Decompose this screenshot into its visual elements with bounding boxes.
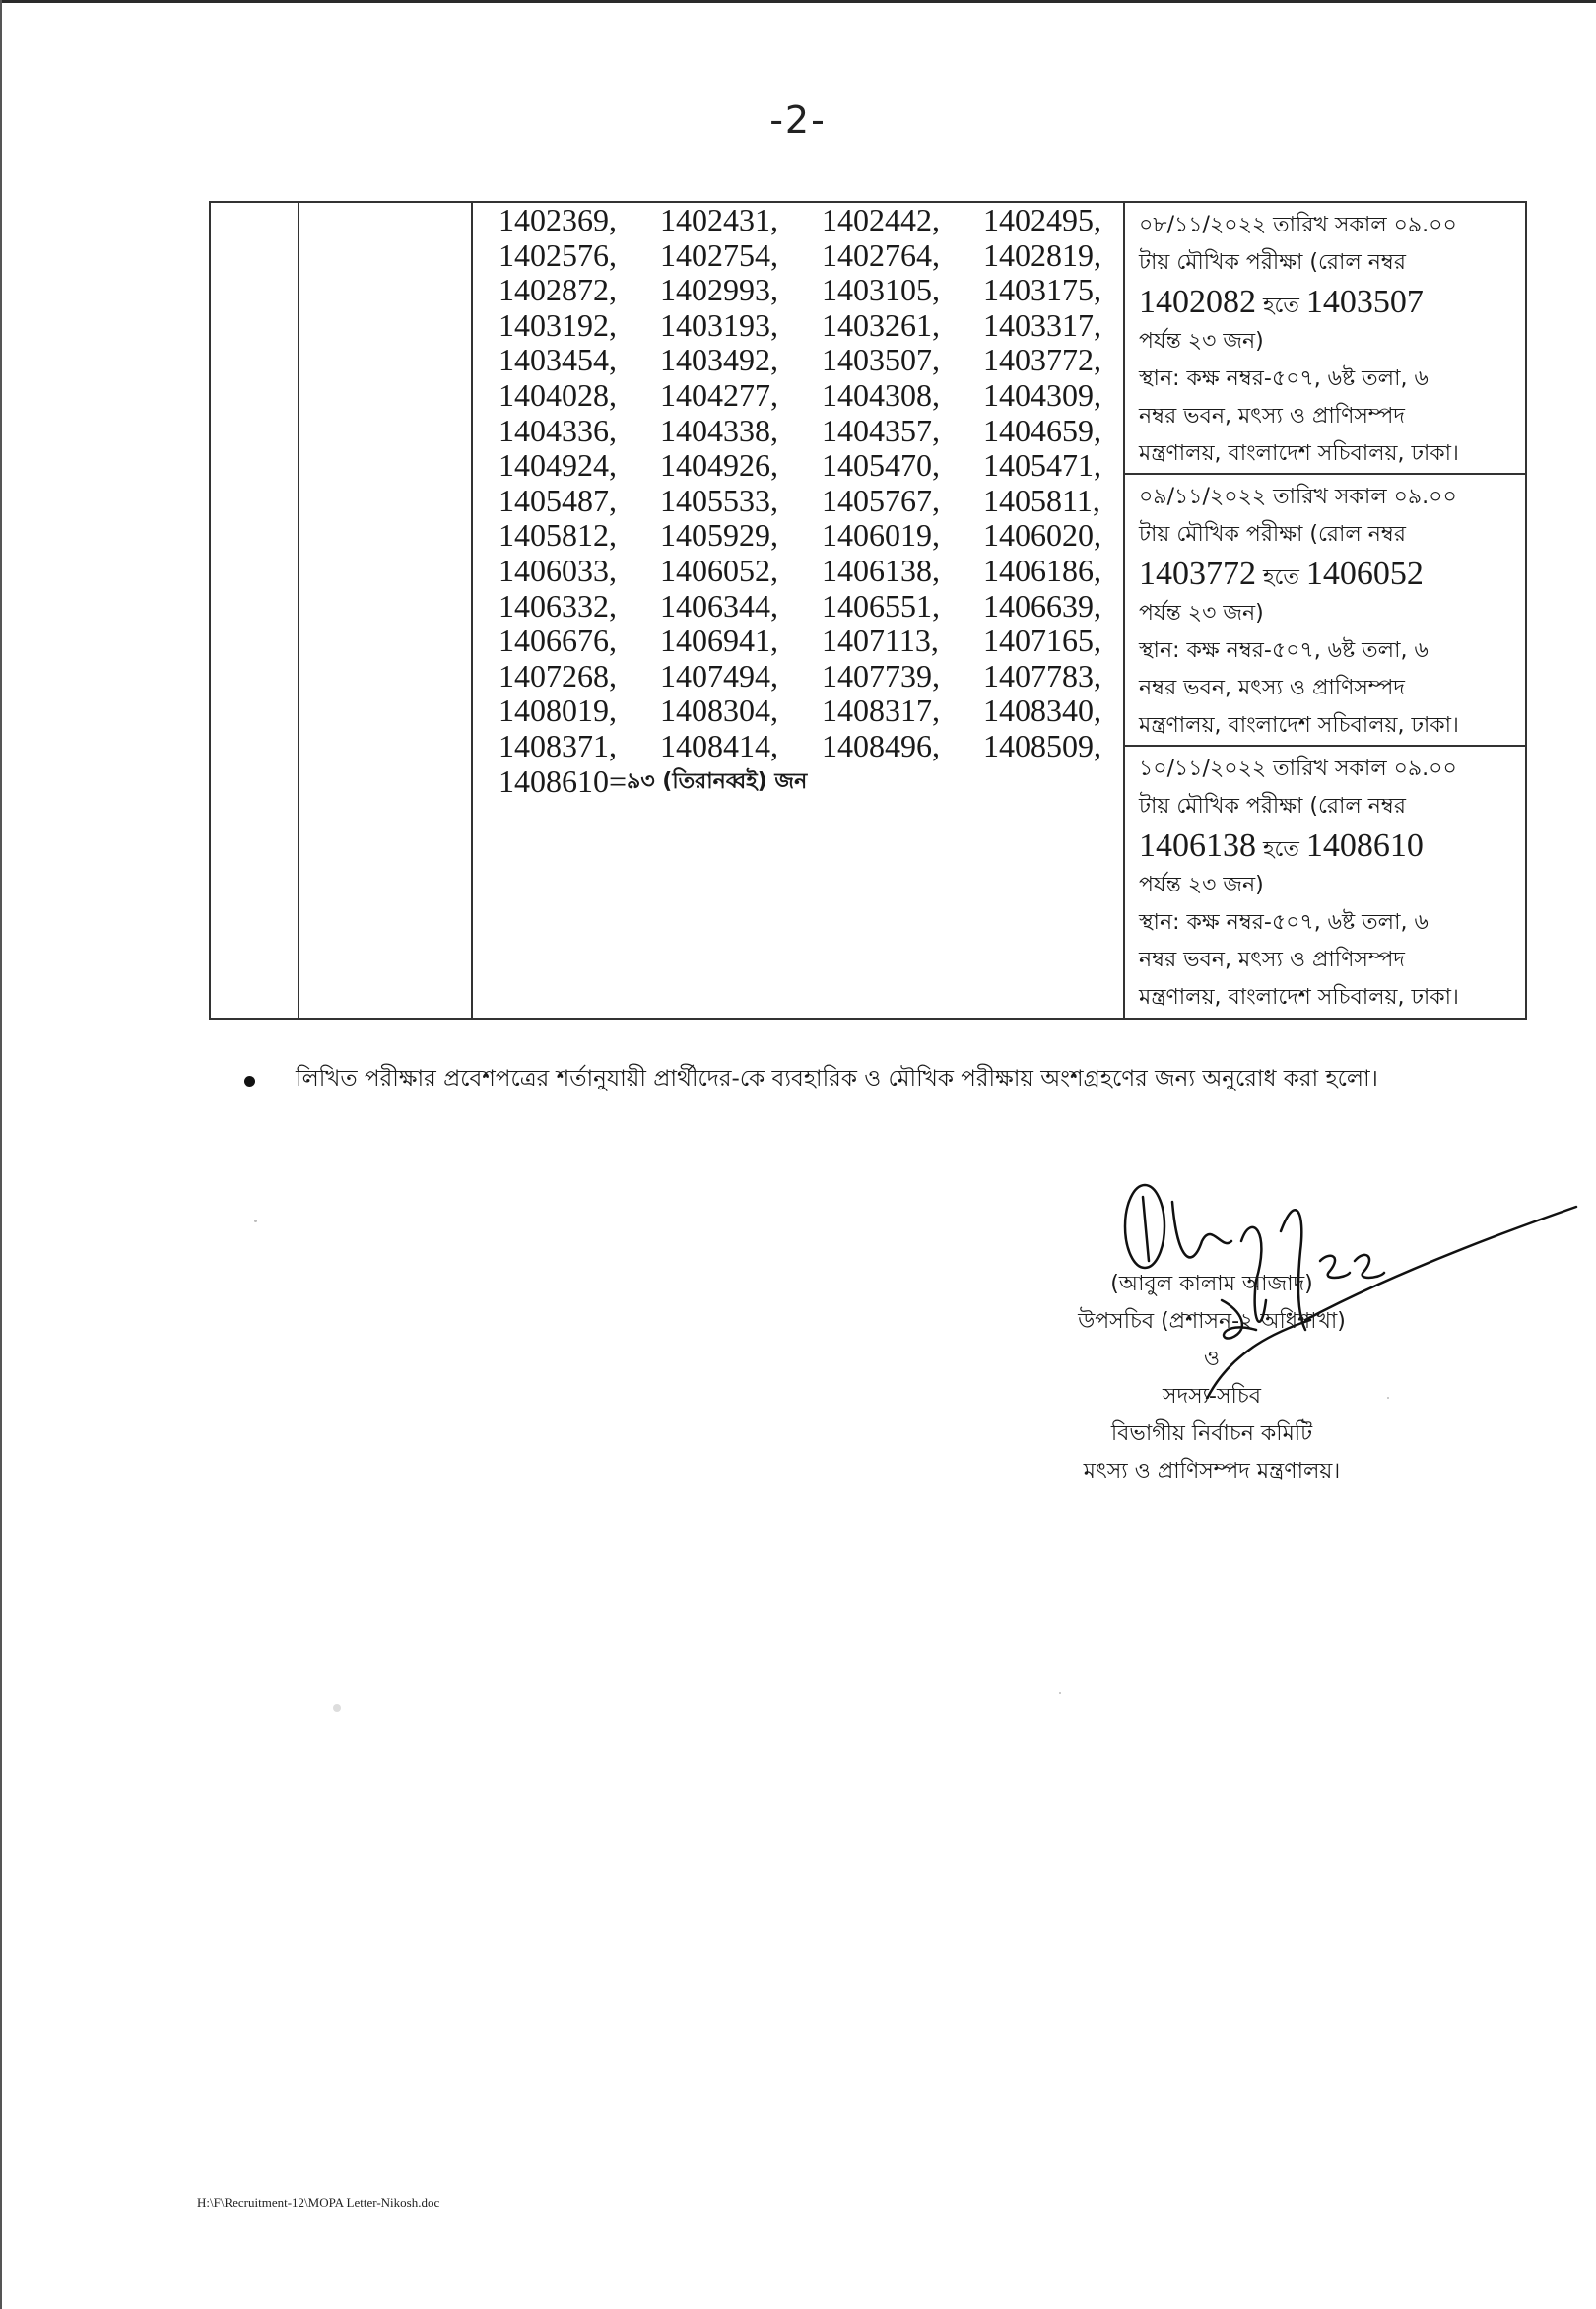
- roll-row: [487, 414, 1137, 449]
- roll-number: 1408509,: [983, 727, 1101, 763]
- roll-number: 1406639,: [983, 587, 1101, 624]
- schedule-block-3: [1125, 745, 1527, 1018]
- range-to: 1403507: [1305, 284, 1424, 320]
- schedule-count: পর্যন্ত ২৩ জন): [1139, 329, 1264, 354]
- roll-number: 1406941,: [660, 623, 778, 659]
- roll-number: 1406033,: [499, 552, 617, 588]
- roll-number: 1408304,: [660, 693, 778, 729]
- scan-speck: [333, 1704, 341, 1712]
- roll-number: 1403317,: [983, 306, 1101, 343]
- roll-number: 1407165,: [983, 623, 1101, 659]
- roll-number: 1405767,: [822, 482, 940, 518]
- file-path-footer: H:\F\Recruitment-12\MOPA Letter-Nikosh.doc: [197, 2195, 440, 2210]
- roll-number: 1402369,: [499, 202, 617, 237]
- roll-number: 1404336,: [499, 412, 617, 448]
- schedule-exam: টায় মৌখিক পরীক্ষা (রোল নম্বর: [1139, 522, 1406, 547]
- schedule-count: পর্যন্ত ২৩ জন): [1139, 601, 1264, 626]
- roll-row: [487, 203, 1137, 238]
- schedule-range: [1139, 554, 1527, 595]
- roll-row: [487, 729, 1137, 764]
- roll-number: 1406019,: [822, 517, 940, 554]
- roll-number: 1403454,: [499, 342, 617, 378]
- roll-number: 1406020,: [983, 517, 1101, 554]
- signature-block: [1015, 1266, 1409, 1490]
- schedule-block-2: [1125, 473, 1527, 745]
- roll-number: 1404309,: [983, 376, 1101, 413]
- schedule-exam: টায় মৌখিক পরীক্ষা (রোল নম্বর: [1139, 794, 1406, 819]
- roll-number: 1402442,: [822, 202, 940, 237]
- roll-row: [487, 589, 1137, 625]
- schedule-venue: মন্ত্রণালয়, বাংলাদেশ সচিবালয়, ঢাকা।: [1139, 713, 1459, 738]
- roll-row: [487, 518, 1137, 554]
- roll-number: 1408340,: [983, 693, 1101, 729]
- range-mid: হতে: [1263, 294, 1299, 318]
- roll-row: [487, 448, 1137, 484]
- roll-number: 1403507,: [822, 342, 940, 378]
- roll-number: 1406332,: [499, 587, 617, 624]
- roll-row: [487, 693, 1137, 729]
- roll-number: 1403772,: [983, 342, 1101, 378]
- roll-row: [487, 554, 1137, 589]
- roll-number: 1406052,: [660, 552, 778, 588]
- schedule-range: [1139, 825, 1527, 867]
- roll-number: 1404028,: [499, 376, 617, 413]
- range-to: 1406052: [1305, 556, 1424, 592]
- roll-number-list: [487, 203, 1137, 799]
- roll-number: 1407113,: [822, 623, 939, 659]
- roll-number: 1404926,: [660, 447, 778, 484]
- roll-number: 1406551,: [822, 587, 940, 624]
- roll-row-last: [487, 764, 1137, 800]
- roll-number: 1405470,: [822, 447, 940, 484]
- roll-number: 1402754,: [660, 236, 778, 273]
- instruction-note: [246, 1059, 1488, 1098]
- roll-number: 1406676,: [499, 623, 617, 659]
- roll-number: 1402764,: [822, 236, 940, 273]
- schedule-venue: মন্ত্রণালয়, বাংলাদেশ সচিবালয়, ঢাকা।: [1139, 441, 1459, 466]
- roll-number: 1403492,: [660, 342, 778, 378]
- schedule-exam: টায় মৌখিক পরীক্ষা (রোল নম্বর: [1139, 250, 1406, 275]
- schedule-venue: মন্ত্রণালয়, বাংলাদেশ সচিবালয়, ঢাকা।: [1139, 985, 1459, 1010]
- interview-schedule-table: [209, 201, 1527, 1020]
- serial-cell: [211, 203, 298, 1018]
- roll-number: 1403193,: [660, 306, 778, 343]
- scan-speck: [254, 1220, 257, 1222]
- roll-number: 1407494,: [660, 657, 778, 693]
- roll-row: [487, 484, 1137, 519]
- scan-speck: [1387, 1397, 1389, 1399]
- instruction-text: লিখিত পরীক্ষার প্রবেশপত্রের শর্তানুযায়ী প্রার্থীদের-কে ব্যবহারিক ও মৌখিক পরীক্ষায় অংশগ্রহণের জন্য অনুরোধ করা হলো।: [296, 1066, 1378, 1091]
- roll-number: 1404924,: [499, 447, 617, 484]
- roll-number: 1404338,: [660, 412, 778, 448]
- roll-number: 1405811,: [983, 482, 1100, 518]
- roll-number: 1408371,: [499, 727, 617, 763]
- schedule-venue: স্থান: কক্ষ নম্বর-৫০৭, ৬ষ্ট তলা, ৬: [1139, 910, 1429, 935]
- schedule-range: [1139, 282, 1527, 323]
- roll-number: 1404277,: [660, 376, 778, 413]
- roll-number: 1407783,: [983, 657, 1101, 693]
- roll-row: [487, 378, 1137, 414]
- signatory-designation: উপসচিব (প্রশাসন-২ অধিশাখা): [1078, 1309, 1346, 1334]
- schedule-venue: নম্বর ভবন, মৎস্য ও প্রাণিসম্পদ: [1139, 676, 1405, 700]
- schedule-date: ০৮/১১/২০২২ তারিখ সকাল ০৯.০০: [1139, 213, 1457, 237]
- roll-number: 1406138,: [822, 552, 940, 588]
- range-to: 1408610: [1305, 827, 1424, 864]
- roll-number: 1405487,: [499, 482, 617, 518]
- roll-row: [487, 273, 1137, 308]
- signatory-ministry: মৎস্য ও প্রাণিসম্পদ মন্ত্রণালয়।: [1083, 1459, 1341, 1484]
- roll-row: [487, 308, 1137, 344]
- roll-number: 1406186,: [983, 552, 1101, 588]
- signatory-role: সদস্য-সচিব: [1163, 1384, 1261, 1409]
- roll-number: 1403192,: [499, 306, 617, 343]
- signatory-conjunction: ও: [1203, 1347, 1221, 1371]
- roll-number: 1407739,: [822, 657, 940, 693]
- total-count: ৯৩ (তিরানব্বই) জন: [627, 768, 808, 794]
- roll-number: 1408317,: [822, 693, 940, 729]
- schedule-venue: স্থান: কক্ষ নম্বর-৫০৭, ৬ষ্ট তলা, ৬: [1139, 638, 1429, 663]
- post-name-cell: [299, 203, 471, 1018]
- page-number: -2-: [769, 99, 827, 142]
- schedule-venue: নম্বর ভবন, মৎস্য ও প্রাণিসম্পদ: [1139, 948, 1405, 972]
- roll-number: 1402819,: [983, 236, 1101, 273]
- scan-edge-top: [0, 0, 1596, 3]
- range-mid: হতে: [1263, 837, 1299, 862]
- roll-number: 1404308,: [822, 376, 940, 413]
- scan-edge-left: [0, 0, 2, 2309]
- bullet-icon: [244, 1076, 255, 1087]
- schedule-column: [1125, 203, 1527, 1018]
- roll-number: 1404659,: [983, 412, 1101, 448]
- roll-number: 1408414,: [660, 727, 778, 763]
- column-divider: [471, 203, 473, 1018]
- roll-number: 1402576,: [499, 236, 617, 273]
- roll-number: 1402495,: [983, 202, 1101, 237]
- roll-number: 1405533,: [660, 482, 778, 518]
- roll-number: 1402872,: [499, 272, 617, 308]
- roll-number: 1403261,: [822, 306, 940, 343]
- range-from: 1403772: [1139, 556, 1256, 592]
- roll-number: 1402993,: [660, 272, 778, 308]
- roll-number: 1405929,: [660, 517, 778, 554]
- range-from: 1406138: [1139, 827, 1256, 864]
- schedule-venue: স্থান: কক্ষ নম্বর-৫০৭, ৬ষ্ট তলা, ৬: [1139, 366, 1429, 391]
- roll-row: [487, 624, 1137, 659]
- roll-row: [487, 659, 1137, 694]
- range-mid: হতে: [1263, 565, 1299, 590]
- roll-number: 1408496,: [822, 727, 940, 763]
- schedule-date: ০৯/১১/২০২২ তারিখ সকাল ০৯.০০: [1139, 485, 1457, 509]
- range-from: 1402082: [1139, 284, 1256, 320]
- roll-number: 1402431,: [660, 202, 778, 237]
- roll-number: 1403175,: [983, 272, 1101, 308]
- scan-speck: [1059, 1692, 1061, 1694]
- roll-number: 1406344,: [660, 587, 778, 624]
- schedule-block-1: [1125, 203, 1527, 473]
- schedule-venue: নম্বর ভবন, মৎস্য ও প্রাণিসম্পদ: [1139, 404, 1405, 429]
- signatory-name: (আবুল কালাম আজাদ): [1110, 1272, 1313, 1296]
- roll-number: 1408610=: [499, 762, 628, 799]
- signatory-committee: বিভাগীয় নির্বাচন কমিটি: [1110, 1421, 1313, 1446]
- roll-number: 1405812,: [499, 517, 617, 554]
- schedule-date: ১০/১১/২০২২ তারিখ সকাল ০৯.০০: [1139, 757, 1457, 781]
- roll-number: 1408019,: [499, 693, 617, 729]
- roll-number: 1405471,: [983, 447, 1101, 484]
- roll-number: 1403105,: [822, 272, 940, 308]
- roll-number: 1404357,: [822, 412, 940, 448]
- roll-row: [487, 343, 1137, 378]
- roll-number: 1407268,: [499, 657, 617, 693]
- schedule-count: পর্যন্ত ২৩ জন): [1139, 873, 1264, 897]
- roll-row: [487, 238, 1137, 274]
